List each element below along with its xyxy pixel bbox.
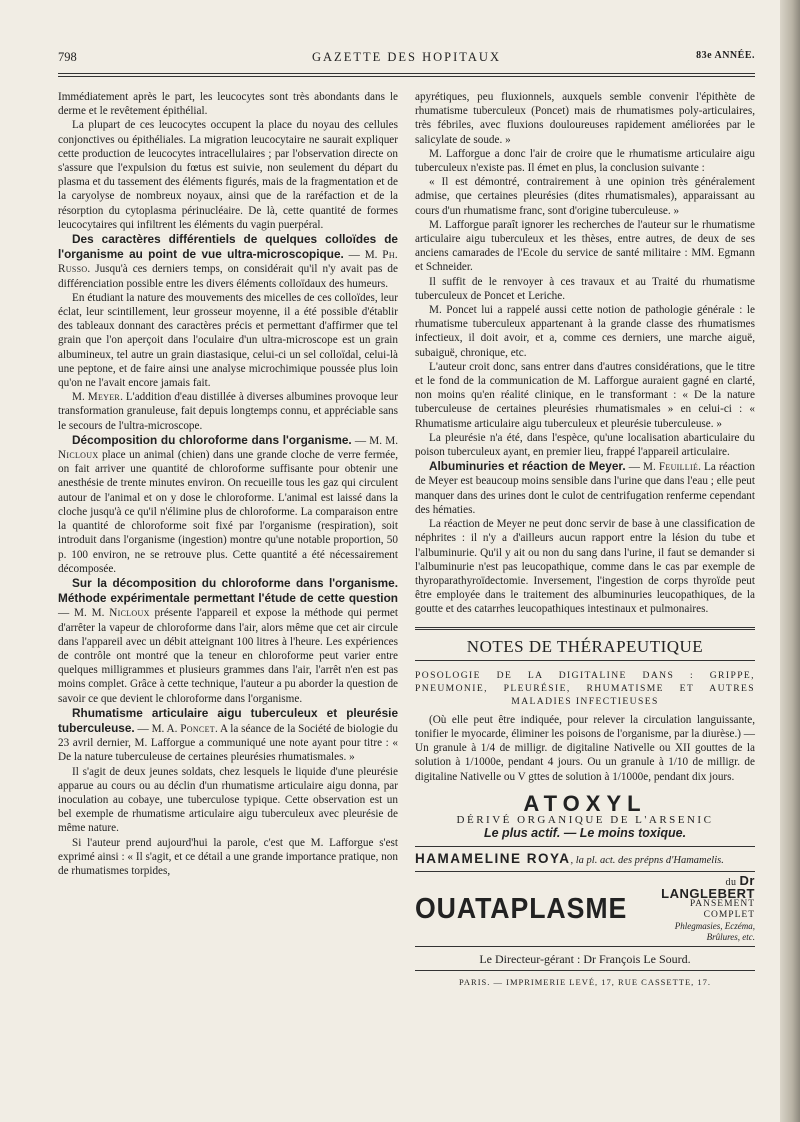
header-rule-second [58, 76, 755, 77]
atoxyl-ad-name: ATOXYL [523, 790, 647, 816]
header-rule [58, 73, 755, 74]
section-heading: Rhumatisme articulaire aigu tuberculeux et pleurésie tuberculeuse. [58, 705, 398, 735]
left-column [58, 90, 398, 878]
notes-paragraph: (Où elle peut être indiquée, pour relever la circulation languissante, tonifier le myocarde, éliminer les poisons de l'organisme, par la diurèse.) — Un granule à 1/4 de milligr. de digitaline Nativelle ou XII gouttes de la solution à 1/1000e, pendant 4 jours. Ou un granule à 1/10 de milligr. de digitaline Nativelle ou V gttes de solution à 1/1000e, pendant dix jours. [415, 713, 755, 783]
section-colloides: Des caractères différentiels de quelques colloïdes de l'organisme au point de vue ultra-microscopique. — M. Ph. Russo. Jusqu'à ces derniers temps, on considérait qu'il n'y avait pas de différenciation possible entre les divers éléments colloïdaux des humeurs. [58, 232, 398, 290]
paragraph: Il s'agit de deux jeunes soldats, chez lesquels le liquide d'une pleurésie apparue au cours ou au déclin d'un rhumatisme articulaire aigu donna, par inoculation au cobaye, une tuberculose typique. Cette observation est un bel exemple de rhumatisme articulaire aigu tuberculeux avec pleurésie de même nature. [58, 765, 398, 835]
paragraph: M. Lafforgue a donc l'air de croire que le rhumatisme articulaire aigu tuberculeux n'existe pas. Il émet en plus, la conclusion suivante : [415, 147, 755, 175]
notes-subtitle: POSOLOGIE DE LA DIGITALINE DANS : GRIPPE, PNEUMONIE, PLEURÉSIE, RHUMATISME ET AUTRES MALADIES INFECTIEUSES [415, 669, 755, 707]
author-name: Nicloux [58, 449, 99, 462]
journal-title: GAZETTE DES HOPITAUX [312, 50, 501, 64]
quotation: « Il est démontré, contrairement à une opinion très généralement admise, que certaines pleurésies (dites rhumatismales), apparaissant au cours d'un rhumatisme franc, sont d'origine tuberculeuse. » [415, 176, 755, 217]
hamameline-detail: , la pl. act. des prépns d'Hamamelis. [570, 854, 724, 866]
paragraph: Si l'auteur prend aujourd'hui la parole, c'est que M. Lafforgue s'est exprimé ainsi : « Il s'agit, et ce détail a une grande importance pratique, non de rhumatismes torpides, [58, 836, 398, 877]
paragraph: La plupart de ces leucocytes occupent la place du noyau des cellules conjonctives ou épithéliales. La migration leucocytaire ne saurait expliquer cette production de leucocytes intracellulaires ; par l'observation directe on s'assure que l'expulsion du fœtus est suivie, non seulement du départ du plasma et du tassement des éléments figurés, mais de la fragmentation et de la caryolyse de nombreux noyaux, ainsi que de la raréfaction et de la résorption du cytoplasma périnucléaire. De là, cette quantité de formes leucocytaires qui infiltrent les éléments du vagin puerpéral. [58, 119, 398, 231]
notes-title: NOTES DE THÉRAPEUTIQUE [466, 636, 704, 656]
notes-rule [415, 660, 755, 661]
section-albuminuries: Albuminuries et réaction de Meyer. — M. Feuillié. La réaction de Meyer est beaucoup moins sensible dans l'urine que dans l'eau ; elle peut manquer dans des urines dont le culot de centrifugation renferme cependant des hématies. [415, 459, 755, 516]
section-heading: Décomposition du chloroforme dans l'organisme. [72, 432, 352, 447]
page-number: 798 [58, 50, 77, 64]
section-methode: Sur la décomposition du chloroforme dans l'organisme. Méthode expérimentale permettant l'étude de cette question — M. M. Nicloux présente l'appareil et expose la méthode qui permet d'arrêter la vapeur de chloroforme dans l'air, alors même que cet air circule dans l'appareil avec un débit atteignant 100 litres à l'heure. Les expériences de contrôle ont montré que la teneur en chloroforme peut varier entre quelques milligrammes et plusieurs grammes dans l'air, l'arrêt n'en est pas moins complet. Grâce à cette technique, l'auteur a pu aborder la question de savoir ce que devient le chloroforme dans l'organisme. [58, 575, 399, 705]
langlebert-name: Dr LANGLEBERT [661, 872, 755, 901]
atoxyl-ad-tagline: Le plus actif. — Le moins toxique. [483, 825, 687, 840]
imprint-line: PARIS. — IMPRIMERIE LEVÉ, 17, RUE CASSETTE, 17. [458, 976, 712, 987]
ouataplasme-ad: OUATAPLASME du Dr LANGLEBERT PANSEMENT COMPLET Phlegmasies, Eczéma, Brûlures, etc. [415, 871, 755, 947]
paragraph: M. Meyer. L'addition d'eau distillée à diverses albumines provoque leur transformation granuleuse, fait depuis longtemps connu, et appréciable sans le secours de l'ultra-microscope. [58, 391, 399, 432]
right-column [415, 90, 755, 989]
directeur-gerant: Le Directeur-gérant : Dr François Le Sourd. [415, 947, 755, 971]
pansement-label: PANSEMENT COMPLET [689, 898, 755, 920]
paragraph: La pleurésie n'a été, dans l'espèce, qu'une localisation abarticulaire du poison tuberculeux ayant, en premier lieu, frappé l'appareil articulaire. [415, 431, 755, 459]
atoxyl-ad-subtitle: DÉRIVÉ ORGANIQUE DE L'ARSENIC [456, 813, 714, 826]
indications-label: Phlegmasies, Eczéma, Brûlures, etc. [674, 920, 755, 942]
section-heading: Des caractères différentiels de quelques colloïdes de l'organisme au point de vue ultra-microscopique. [58, 232, 398, 262]
author-name: Ph. Russo [58, 249, 398, 276]
advertisements [415, 790, 755, 989]
paragraph: Immédiatement après le part, les leucocytes sont très abondants dans le derme et le revêtement épithélial. [58, 91, 398, 118]
section-heading: Sur la décomposition du chloroforme dans l'organisme. Méthode expérimentale permettant l'étude de cette question [58, 575, 398, 606]
paragraph: apyrétiques, peu fluxionnels, auxquels semble convenir l'épithète de rhumatisme tuberculeux (Poncet) mais de rhumatismes poly-articulaires, très fébriles, avec fluxions douloureuses rapidement améliorées par le salicylate de soude. » [415, 91, 755, 146]
paragraph: L'auteur croit donc, sans entrer dans d'autres considérations, que le titre et le fond de la communication de M. Lafforgue auraient gagné en clarté, non moins qu'en réalité clinique, en le transformant : « De la nature tuberculeuse de certaines pleurésies rhumatismales » en celui-ci : « Rhumatisme articulaire aigu tuberculeux et pleurésie tuberculeuse. » [415, 360, 755, 430]
section-rhumatisme: Rhumatisme articulaire aigu tuberculeux et pleurésie tuberculeuse. — M. A. Poncet. A la séance de la Société de biologie du 23 avril dernier, M. Lafforgue a communiqué une note ayant pour titre : « De la nature tuberculeuse de certaines pleurésies rhumatismales. » [58, 705, 398, 764]
author-name: Nicloux [109, 607, 150, 620]
author-name: Feuillié [658, 461, 699, 474]
paragraph: Il suffit de le renvoyer à ces travaux et au Traité du rhumatisme tuberculeux de Poncet et Leriche. [415, 275, 755, 302]
volume-year: 83e ANNÉE. [696, 50, 755, 61]
hamameline-name: HAMAMELINE ROYA [415, 850, 571, 866]
running-header [58, 50, 755, 68]
paragraph: En étudiant la nature des mouvements des micelles de ces colloïdes, leur éclat, leur scintillement, leur grosseur moyenne, il a été possible d'établir des tableaux donnant des caractères précis et permettant d'affirmer que tel grain que l'on aperçoit dans l'oculaire d'un ultra-microscope est un grain albumineux, tel autre un grain diastasique, celui-ci un sel colloïdal, celui-là une peptone, et de faire ainsi une analyse microchimique poussée plus loin qu'on ne l'avait encore jamais fait. [58, 291, 398, 390]
section-chloroforme: Décomposition du chloroforme dans l'organisme. — M. M. Nicloux place un animal (chien) dans une grande cloche de verre fermée, on fait arriver une quantité de chloroforme suffisante pour obtenir une anesthésie de trente minutes environ. On recueille tous les gaz qui circulent autour de l'animal et on y dose le chloroforme. L'animal est laissé dans la cloche jusqu'à ce qu'il n'élimine plus de chloroforme. La comparaison entre la quantité de chloroforme soit fixé par l'organisme (respiration), soit introduit dans l'organisme (ingestion) montre qu'une notable proportion, 50 p. 100 environ, ne se retrouve plus. Cette quantité a été nécessairement décomposée. [58, 432, 398, 575]
author-name: Poncet [180, 722, 215, 735]
author-name: Meyer [87, 391, 121, 404]
paragraph: M. Lafforgue paraît ignorer les recherches de l'auteur sur le rhumatisme articulaire aigu tuberculeux et les thèses, entre autres, de deux de ses anciens camarades de l'Ecole du service de santé militaire : MM. Egmann et Schneider. [415, 218, 755, 274]
notes-therapeutique [415, 627, 755, 784]
ouataplasme-name: OUATAPLASME [415, 892, 628, 925]
hamameline-ad [415, 846, 755, 869]
paragraph: M. Poncet lui a rappelé aussi cette notion de pathologie générale : le rhumatisme tuberculeux appartenant à la grande classe des rhumatismes infectieux, il doit avoir, et a, comme ces derniers, une marche aiguë, subaiguë, chronique, etc. [415, 304, 755, 359]
page-edge [780, 0, 800, 1122]
section-heading: Albuminuries et réaction de Meyer. [429, 459, 626, 474]
paragraph: La réaction de Meyer ne peut donc servir de base à une classification de néphrites : il n'y a d'ailleurs aucun rapport entre la lésion du tube et l'albuminurie. Qu'il y ait ou non du sang dans l'urine, il faut se demander si l'albuminurie n'est pas leucopathique, comme dans le cas par exemple de thyroparathyroïdectomie. Inversement, l'ingestion de corps thyroïde peut être employée dans le traitement des albuminuries leucopathiques, de la goutte et des catarrhes leucopathiques intestinaux et pulmonaires. [415, 518, 755, 616]
